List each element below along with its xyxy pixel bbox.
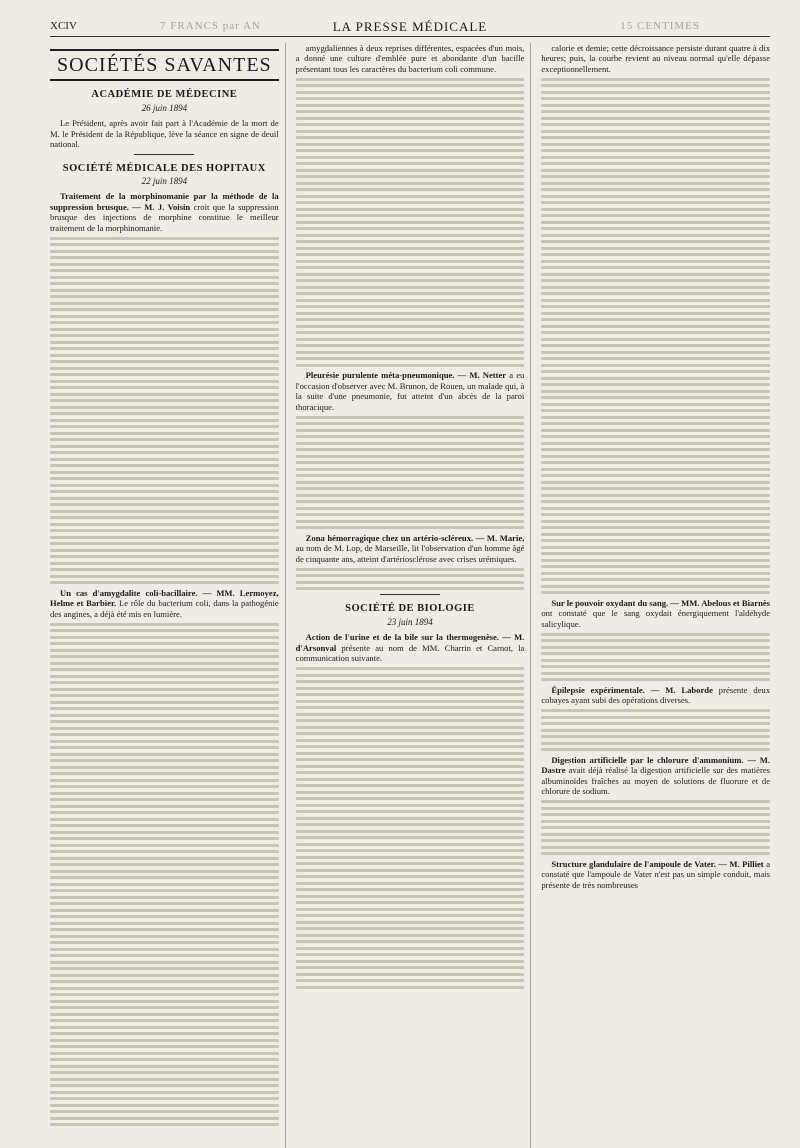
page-number: XCIV <box>50 20 77 32</box>
article-lead: Structure glandulaire de l'ampoule de Vater. — M. Pilliet <box>551 858 764 869</box>
article-lead: Sur le pouvoir oxydant du sang. — MM. Abelous et Biarnès <box>551 597 771 608</box>
illegible-text-block <box>541 800 770 855</box>
article-text: avait déjà réalisé la digestion artificielle sur des matières albuminoïdes fraîches au moyen de solutions de fluorure et de chlorure de sodium. <box>541 765 771 797</box>
faint-bleed-right: 15 CENTIMES <box>620 20 700 32</box>
article-lead: Action de l'urine et de la bile sur la thermogenèse. — M. d'Arsonval <box>295 632 525 653</box>
academy-text: Le Président, après avoir fait part à l'Académie de la mort de M. le Président de la République, lève la séance en signe de deuil national. <box>50 118 279 150</box>
article-text: présente deux cobayes ayant subi des opérations diverses. <box>541 684 771 706</box>
illegible-text-block <box>50 237 279 585</box>
academy-title: ACADÉMIE DE MÉDECINE <box>91 89 238 101</box>
article-lead: Digestion artificielle par le chlorure d'ammonium. — M. Dastre <box>541 754 771 776</box>
illegible-text-block <box>296 416 525 530</box>
divider <box>380 594 440 595</box>
article-text: présente au nom de MM. Charrin et Carnot, la communication suivante. <box>295 642 525 664</box>
article-text: a constaté que l'ampoule de Vater n'est pas un simple conduit, mais présente de très nombreuses <box>541 858 771 890</box>
column-1 <box>50 43 286 1148</box>
hospitals-title: SOCIÉTÉ MÉDICALE DES HOPITAUX <box>62 162 266 174</box>
article-lead: Un cas d'amygdalite coli-bacillaire. — MM. Lermoyez, Helme et Barbier. <box>50 587 279 609</box>
journal-title: LA PRESSE MÉDICALE <box>332 19 488 34</box>
illegible-text-block <box>541 709 770 751</box>
biology-title: SOCIÉTÉ DE BIOLOGIE <box>345 603 475 615</box>
text-columns <box>50 43 770 1148</box>
article-text: croit que la suppression brusque des injections de morphine constitue le meilleur traitement de la morphinomanie. <box>50 201 279 233</box>
article-lead: Pleurésie purulente méta-pneumonique. — M. Netter <box>305 370 507 381</box>
illegible-text-block <box>296 78 525 367</box>
illegible-text-block <box>50 623 279 1127</box>
article-lead: Traitement de la morphinomanie par la méthode de la suppression brusque. — M. J. Voisin <box>50 191 279 212</box>
article-text: Le rôle du bacterium coli, dans la pathogénie des angines, a déjà été mis en lumière. <box>50 598 279 619</box>
divider <box>134 154 194 155</box>
column-2 <box>296 43 532 1148</box>
running-header <box>50 16 770 37</box>
illegible-text-block <box>541 633 770 682</box>
illegible-text-block <box>296 568 525 591</box>
article-text: a eu l'occasion d'observer avec M. Brunon, de Rouen, un malade qui, à la suite d'une pneumonie, fut atteint d'un abcès de la paroi thoracique. <box>295 370 525 412</box>
article-text: au nom de M. Lop, de Marseille, lit l'observation d'un homme âgé de cinquante ans, atteint d'artériosclérose avec crises urémiques. <box>295 543 525 564</box>
illegible-text-block <box>541 78 770 595</box>
academy-date: 26 juin 1894 <box>141 103 188 114</box>
continued-text: calorie et demie; cette décroissance persiste durant quatre à dix heures; puis, la courbe revient au niveau normal qu'elle dépasse exceptionnellement. <box>541 43 771 74</box>
section-main-title: SOCIÉTÉS SAVANTES <box>50 49 279 81</box>
faint-bleed-left: 7 FRANCS par AN <box>160 20 261 32</box>
illegible-text-block <box>296 667 525 989</box>
column-3 <box>541 43 770 1148</box>
article-lead: Épilepsie expérimentale. — M. Laborde <box>551 684 713 695</box>
article-text: ont constaté que le sang oxydait énergiquement l'aldéhyde salicylique. <box>541 608 771 629</box>
biology-date: 23 juin 1894 <box>387 617 433 628</box>
continued-text: amygdaliennes à deux reprises différentes, espacées d'un mois, a donné une culture d'emblée pure et abondante d'un bacille présentant tous les caractères du bacterium coli commune. <box>295 43 525 74</box>
article-lead: Zona hémorragique chez un artério-scléreux. — M. Marie, <box>305 532 525 543</box>
hospitals-date: 22 juin 1894 <box>141 176 188 187</box>
